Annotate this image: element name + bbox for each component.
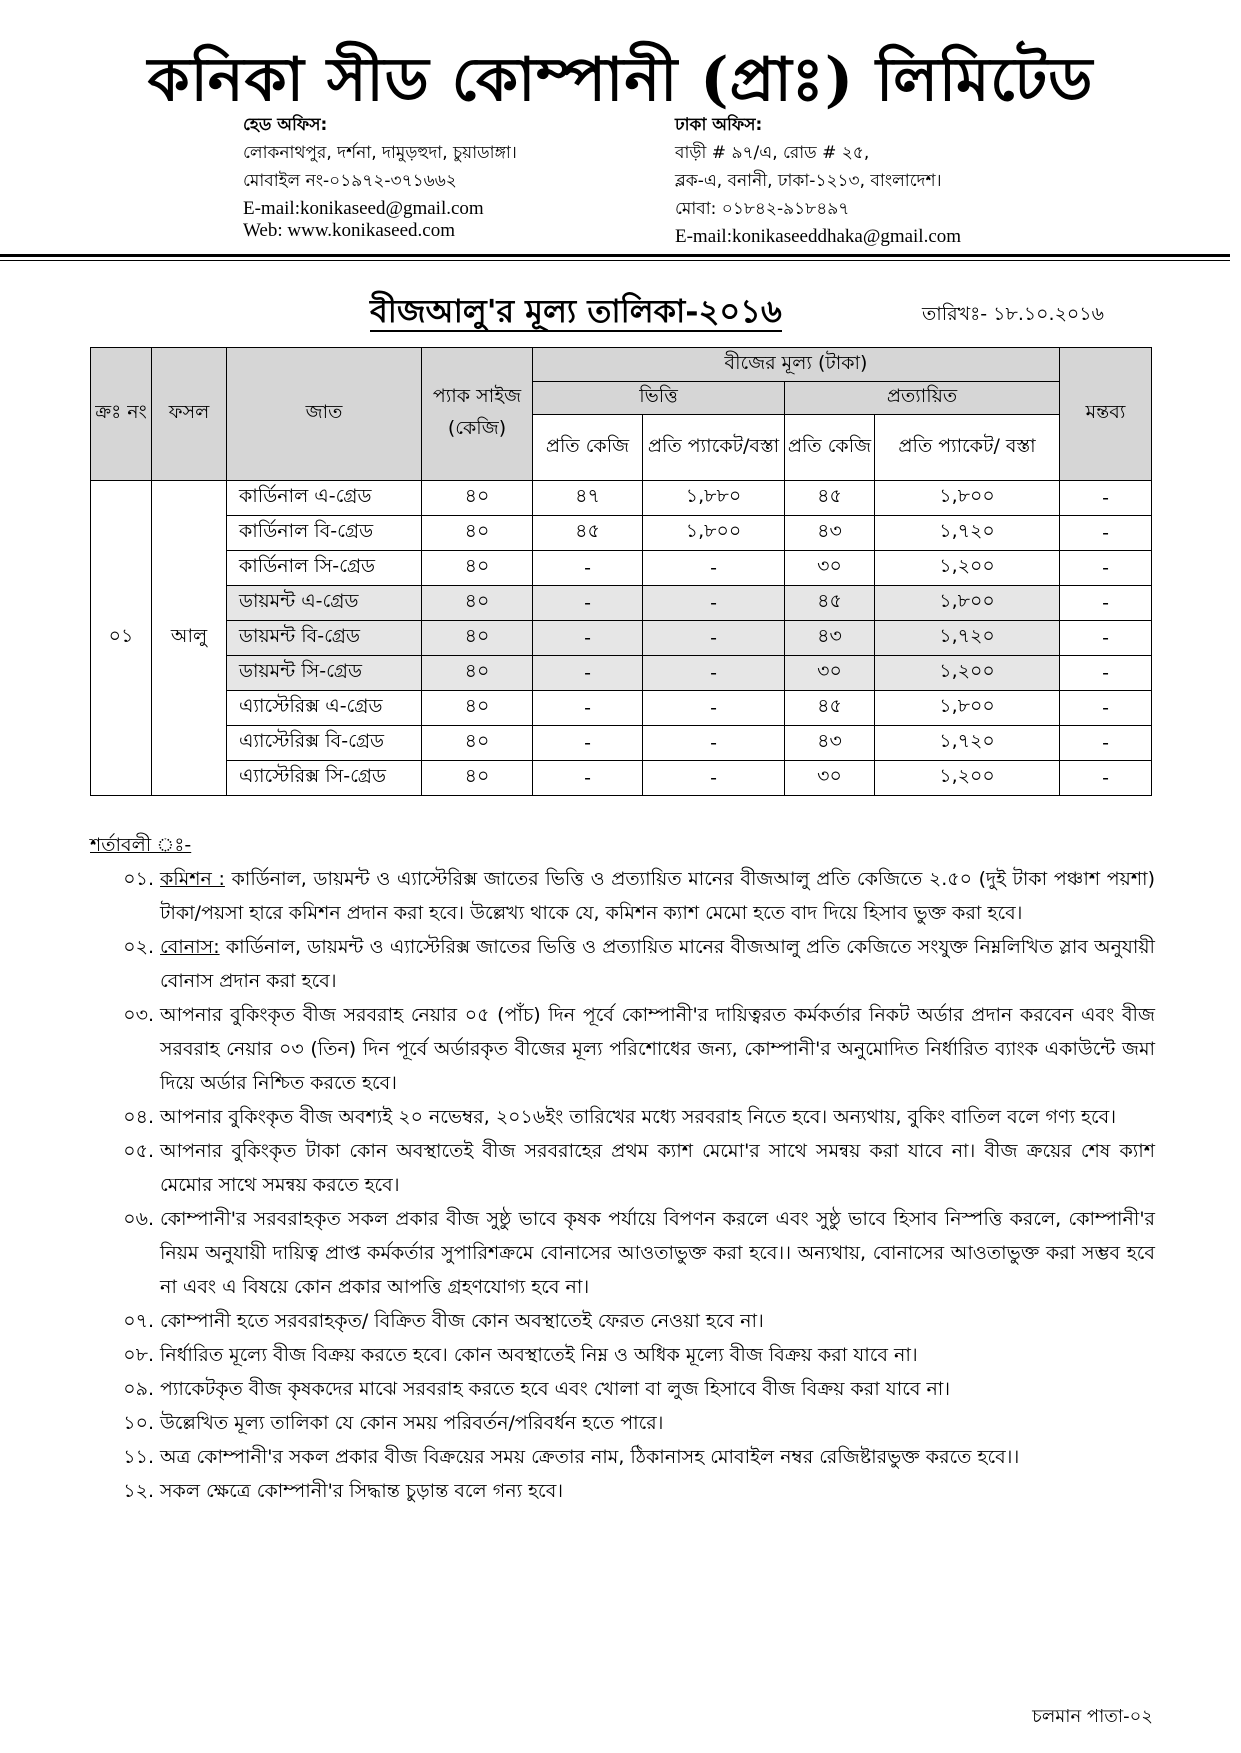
col-header-foundation-per-packet: প্রতি প্যাকেট/বস্তা (643, 415, 785, 481)
cell-pack-size: ৪০ (422, 691, 533, 726)
cell-certified-per-kg: ৪৫ (785, 691, 875, 726)
cell-remark: - (1060, 551, 1152, 586)
cell-foundation-per-kg: - (533, 761, 643, 796)
cell-variety: এ্যাস্টেরিক্স সি-গ্রেড (227, 761, 422, 796)
price-table (90, 347, 1152, 796)
term-text: নির্ধারিত মূল্যে বীজ বিক্রয় করতে হবে। কোন অবস্থাতেই নিম্ন ও অধিক মূল্যে বীজ বিক্রয় করা যাবে না। (160, 1344, 918, 1366)
term-text: কার্ডিনাল, ডায়মন্ট ও এ্যাস্টেরিক্স জাতের ভিত্তি ও প্রত্যায়িত মানের বীজআলু প্রতি কেজিতে সংযুক্ত নিম্নলিখিত স্লাব অনুযায়ী বোনাস প্রদান করা হবে। (160, 936, 1155, 992)
term-text: আপনার বুকিংকৃত বীজ সরবরাহ নেয়ার ০৫ (পাঁচ) দিন পূর্বে কোম্পানী'র দায়িত্বরত কর্মকর্তার নিকট অর্ডার প্রদান করবেন এবং বীজ সরবরাহ নেয়ার ০৩ (তিন) দিন পূর্বে অর্ডারকৃত বীজের মূল্য পরিশোধের জন্য, কোম্পানী'র অনুমোদিত নির্ধারিত ব্যাংক একাউন্টে জমা দিয়ে অর্ডার নিশ্চিত করতে হবে। (160, 1004, 1155, 1094)
cell-certified-per-packet: ১,৭২০ (875, 621, 1060, 656)
cell-variety: এ্যাস্টেরিক্স বি-গ্রেড (227, 726, 422, 761)
cell-certified-per-packet: ১,৮০০ (875, 586, 1060, 621)
cell-certified-per-kg: ৪৫ (785, 481, 875, 516)
terms-list (90, 862, 1155, 1508)
header-rule (0, 254, 1230, 257)
term-text-block (160, 1440, 1155, 1474)
term-text-block (160, 1134, 1155, 1202)
table-row (91, 586, 1152, 621)
term-number: ১০. (123, 1412, 154, 1434)
cell-certified-per-kg: ৩০ (785, 656, 875, 691)
col-header-foundation: ভিত্তি (533, 382, 785, 415)
cell-variety: এ্যাস্টেরিক্স এ-গ্রেড (227, 691, 422, 726)
cell-certified-per-packet: ১,৭২০ (875, 726, 1060, 761)
term-text: কোম্পানী হতে সরবরাহকৃত/ বিক্রিত বীজ কোন অবস্থাতেই ফেরত নেওয়া হবে না। (160, 1310, 764, 1332)
term-text-block (160, 998, 1155, 1100)
cell-foundation-per-kg: - (533, 586, 643, 621)
cell-pack-size: ৪০ (422, 516, 533, 551)
cell-certified-per-kg: ৩০ (785, 761, 875, 796)
head-office-web: Web: www.konikaseed.com (243, 220, 455, 241)
cell-certified-per-packet: ১,৭২০ (875, 516, 1060, 551)
col-header-certified-per-kg: প্রতি কেজি (785, 415, 875, 481)
term-text: প্যাকেটকৃত বীজ কৃষকদের মাঝে সরবরাহ করতে হবে এবং খোলা বা লুজ হিসাবে বীজ বিক্রয় করা যাবে না। (160, 1378, 951, 1400)
col-header-seed-price: বীজের মূল্য (টাকা) (533, 348, 1060, 382)
cell-pack-size: ৪০ (422, 761, 533, 796)
table-row (91, 551, 1152, 586)
col-header-remarks: মন্তব্য (1060, 348, 1152, 481)
page-continuation: চলমান পাতা-০২ (1032, 1706, 1153, 1727)
col-header-certified: প্রত্যায়িত (785, 382, 1060, 415)
head-office-email: E-mail:konikaseed@gmail.com (243, 198, 484, 219)
table-row (91, 761, 1152, 796)
cell-pack-size: ৪০ (422, 551, 533, 586)
cell-foundation-per-kg: - (533, 691, 643, 726)
cell-foundation-per-kg: ৪৫ (533, 516, 643, 551)
company-name: কনিকা সীড কোম্পানী (প্রাঃ) লিমিটেড (147, 45, 1094, 115)
cell-foundation-per-packet: - (643, 551, 785, 586)
head-office-block (243, 111, 517, 245)
term-number: ০৪. (123, 1106, 154, 1128)
term-text-block (160, 1406, 1155, 1440)
cell-certified-per-kg: ৪৫ (785, 586, 875, 621)
term-lead: বোনাস: (160, 936, 220, 958)
cell-variety: কার্ডিনাল সি-গ্রেড (227, 551, 422, 586)
term-text: আপনার বুকিংকৃত টাকা কোন অবস্থাতেই বীজ সরবরাহের প্রথম ক্যাশ মেমো'র সাথে সমন্বয় করা যাবে না। বীজ ক্রয়ের শেষ ক্যাশ মেমোর সাথে সমন্বয় করতে হবে। (160, 1140, 1155, 1196)
cell-foundation-per-packet: - (643, 586, 785, 621)
cell-crop: আলু (152, 481, 227, 796)
dhaka-office-mobile: মোবা: ০১৮৪২-৯১৮৪৯৭ (675, 199, 850, 219)
cell-pack-size: ৪০ (422, 586, 533, 621)
cell-foundation-per-packet: - (643, 621, 785, 656)
term-item (90, 1440, 1155, 1474)
table-row (91, 621, 1152, 656)
head-office-label: হেড অফিস: (243, 115, 328, 135)
cell-remark: - (1060, 726, 1152, 761)
term-number: ১২. (123, 1480, 154, 1502)
cell-certified-per-kg: ৪৩ (785, 726, 875, 761)
term-number: ১১. (123, 1446, 154, 1468)
term-number: ০২. (123, 936, 154, 958)
term-number: ০৭. (123, 1310, 154, 1332)
cell-foundation-per-kg: - (533, 621, 643, 656)
col-header-pack-size: প্যাক সাইজ (কেজি) (422, 348, 533, 481)
table-row (91, 516, 1152, 551)
table-row (91, 481, 1152, 516)
term-text: সকল ক্ষেত্রে কোম্পানী'র সিদ্ধান্ত চুড়ান্ত বলে গন্য হবে। (160, 1480, 564, 1502)
term-item (90, 1406, 1155, 1440)
term-item (90, 1338, 1155, 1372)
document-date: তারিখঃ- ১৮.১০.২০১৬ (922, 303, 1104, 325)
head-office-mobile: মোবাইল নং-০১৯৭২-৩৭১৬৬২ (243, 171, 457, 191)
col-header-foundation-per-kg: প্রতি কেজি (533, 415, 643, 481)
term-item (90, 1372, 1155, 1406)
cell-pack-size: ৪০ (422, 726, 533, 761)
term-text-block (160, 862, 1155, 930)
cell-foundation-per-packet: ১,৮৮০ (643, 481, 785, 516)
term-text-block (160, 1202, 1155, 1304)
term-item (90, 930, 1155, 998)
term-number: ০৫. (123, 1140, 154, 1162)
cell-foundation-per-kg: - (533, 656, 643, 691)
cell-remark: - (1060, 516, 1152, 551)
term-item (90, 1100, 1155, 1134)
term-number: ০৮. (123, 1344, 154, 1366)
cell-variety: ডায়মন্ট এ-গ্রেড (227, 586, 422, 621)
cell-certified-per-packet: ১,২০০ (875, 551, 1060, 586)
cell-variety: কার্ডিনাল এ-গ্রেড (227, 481, 422, 516)
term-text-block (160, 930, 1155, 998)
col-header-certified-per-packet: প্রতি প্যাকেট/ বস্তা (875, 415, 1060, 481)
term-item (90, 1304, 1155, 1338)
term-text-block (160, 1338, 1155, 1372)
term-item (90, 1202, 1155, 1304)
cell-foundation-per-kg: ৪৭ (533, 481, 643, 516)
cell-certified-per-kg: ৪৩ (785, 516, 875, 551)
term-item (90, 862, 1155, 930)
cell-remark: - (1060, 586, 1152, 621)
term-number: ০৩. (123, 1004, 154, 1026)
cell-foundation-per-packet: - (643, 691, 785, 726)
cell-remark: - (1060, 481, 1152, 516)
col-header-crop: ফসল (152, 348, 227, 481)
term-text: কোম্পানী'র সরবরাহকৃত সকল প্রকার বীজ সুষ্ঠু ভাবে কৃষক পর্যায়ে বিপণন করলে এবং সুষ্ঠু ভাবে হিসাব নিস্পত্তি করলে, কোম্পানী'র নিয়ম অনুযায়ী দায়িত্ব প্রাপ্ত কর্মকর্তার সুপারিশক্রমে বোনাসের আওতাভুক্ত করা হবে।। অন্যথায়, বোনাসের আওতাভুক্ত করা সম্ভব হবে না এবং এ বিষয়ে কোন প্রকার আপত্তি গ্রহণযোগ্য হবে না। (160, 1208, 1155, 1298)
col-header-serial: ক্রঃ নং (91, 348, 152, 481)
cell-serial: ০১ (91, 481, 152, 796)
cell-pack-size: ৪০ (422, 621, 533, 656)
cell-certified-per-packet: ১,২০০ (875, 761, 1060, 796)
cell-variety: ডায়মন্ট সি-গ্রেড (227, 656, 422, 691)
col-header-variety: জাত (227, 348, 422, 481)
cell-remark: - (1060, 621, 1152, 656)
term-text-block (160, 1372, 1155, 1406)
cell-pack-size: ৪০ (422, 656, 533, 691)
cell-pack-size: ৪০ (422, 481, 533, 516)
cell-certified-per-kg: ৪৩ (785, 621, 875, 656)
table-row (91, 691, 1152, 726)
term-number: ০৬. (123, 1208, 154, 1230)
term-text-block (160, 1474, 1155, 1508)
table-row (91, 656, 1152, 691)
cell-foundation-per-packet: - (643, 656, 785, 691)
term-lead: কমিশন : (160, 868, 225, 890)
term-text: কার্ডিনাল, ডায়মন্ট ও এ্যাস্টেরিক্স জাতের ভিত্তি ও প্রত্যায়িত মানের বীজআলু প্রতি কেজিতে ২.৫০ (দুই টাকা পঞ্চাশ পয়শা) টাকা/পয়সা হারে কমিশন প্রদান করা হবে। উল্লেখ্য থাকে যে, কমিশন ক্যাশ মেমো হতে বাদ দিয়ে হিসাব ভুক্ত করা হবে। (160, 868, 1155, 924)
cell-foundation-per-kg: - (533, 726, 643, 761)
dhaka-office-label: ঢাকা অফিস: (675, 115, 763, 135)
terms-section (90, 828, 1155, 1508)
cell-foundation-per-packet: ১,৮০০ (643, 516, 785, 551)
term-text: অত্র কোম্পানী'র সকল প্রকার বীজ বিক্রয়ের সময় ক্রেতার নাম, ঠিকানাসহ মোবাইল নম্বর রেজিষ্টারভুক্ত করতে হবে।। (160, 1446, 1020, 1468)
term-text: উল্লেখিত মূল্য তালিকা যে কোন সময় পরিবর্তন/পরিবর্ধন হতে পারে। (160, 1412, 664, 1434)
dhaka-office-line1: বাড়ী # ৯৭/এ, রোড # ২৫, (675, 143, 870, 163)
term-number: ০১. (123, 868, 154, 890)
cell-certified-per-packet: ১,৮০০ (875, 481, 1060, 516)
cell-remark: - (1060, 761, 1152, 796)
dhaka-office-email: E-mail:konikaseeddhaka@gmail.com (675, 226, 962, 247)
cell-certified-per-packet: ১,৮০০ (875, 691, 1060, 726)
cell-foundation-per-packet: - (643, 761, 785, 796)
dhaka-office-line2: ব্লক-এ, বনানী, ঢাকা-১২১৩, বাংলাদেশ। (675, 171, 942, 191)
term-text: আপনার বুকিংকৃত বীজ অবশ্যই ২০ নভেম্বর, ২০১৬ইং তারিখের মধ্যে সরবরাহ নিতে হবে। অন্যথায়, বুকিং বাতিল বলে গণ্য হবে। (160, 1106, 1117, 1128)
cell-remark: - (1060, 656, 1152, 691)
cell-variety: কার্ডিনাল বি-গ্রেড (227, 516, 422, 551)
table-row (91, 726, 1152, 761)
term-number: ০৯. (123, 1378, 154, 1400)
term-item (90, 1474, 1155, 1508)
terms-heading: শর্তাবলী ঃ- (90, 834, 192, 856)
term-item (90, 998, 1155, 1100)
document-title: বীজআলু'র মূল্য তালিকা-২০১৬ (370, 292, 782, 330)
term-text-block (160, 1304, 1155, 1338)
cell-certified-per-packet: ১,২০০ (875, 656, 1060, 691)
term-item (90, 1134, 1155, 1202)
head-office-address: লোকনাথপুর, দর্শনা, দামুড়হুদা, চুয়াডাঙ্গা। (243, 143, 517, 163)
term-text-block (160, 1100, 1155, 1134)
cell-remark: - (1060, 691, 1152, 726)
cell-certified-per-kg: ৩০ (785, 551, 875, 586)
dhaka-office-block (675, 111, 961, 251)
cell-foundation-per-packet: - (643, 726, 785, 761)
cell-foundation-per-kg: - (533, 551, 643, 586)
header-rule-thin (0, 260, 1230, 261)
cell-variety: ডায়মন্ট বি-গ্রেড (227, 621, 422, 656)
